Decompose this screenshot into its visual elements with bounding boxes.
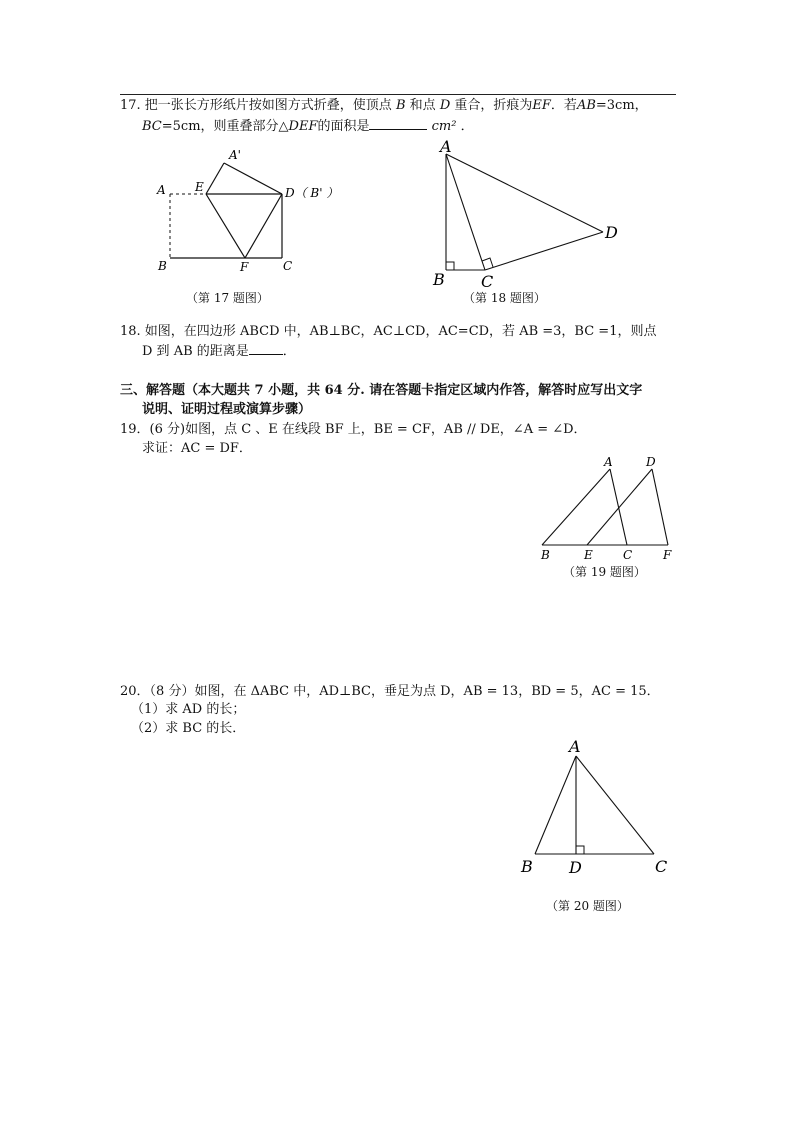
fig17-label-Aprime: A' bbox=[229, 148, 241, 162]
q19-line1: 19．(6 分)如图，点 C 、E 在线段 BF 上，BE = CF，AB // DE，∠A = ∠D． bbox=[120, 422, 587, 437]
q20-sub1: （1）求 AD 的长； bbox=[131, 702, 246, 717]
fig19-caption: （第 19 题图） bbox=[563, 565, 646, 579]
fig20-label-D: D bbox=[569, 858, 582, 877]
q18-line2: D 到 AB 的距离是 ． bbox=[142, 344, 296, 359]
q18-line1: 18. 如图，在四边形 ABCD 中，AB⊥BC，AC⊥CD，AC=CD，若 AB =3，BC =1，则点 bbox=[120, 324, 657, 339]
fig19-label-B: B bbox=[541, 548, 550, 562]
fig20-label-A: A bbox=[569, 737, 581, 756]
fig17-label-A: A bbox=[157, 183, 166, 197]
fig19-label-E: E bbox=[584, 548, 593, 562]
fig20-label-C: C bbox=[655, 857, 668, 876]
fig18-label-B: B bbox=[433, 270, 445, 289]
fig19-label-C: C bbox=[623, 548, 633, 562]
fig20-caption: （第 20 题图） bbox=[546, 899, 629, 913]
fig19-label-D: D bbox=[646, 455, 656, 469]
fig18-label-D: D bbox=[605, 223, 618, 242]
q19-line2: 求证：AC = DF． bbox=[142, 441, 252, 456]
fig19-label-F: F bbox=[663, 548, 672, 562]
fig20-label-B: B bbox=[521, 857, 533, 876]
q17-line1: 17. 把一张长方形纸片按如图方式折叠，使顶点 B 和点 D 重合，折痕为EF．若AB=3cm， bbox=[120, 98, 648, 113]
fig20-AC bbox=[576, 756, 654, 854]
fig17-label-F: F bbox=[240, 260, 249, 274]
fig17-label-D: D（ B' ） bbox=[285, 186, 339, 200]
fig17-label-E: E bbox=[195, 180, 204, 194]
q20-sub2: （2）求 BC 的长． bbox=[131, 721, 246, 736]
fig20-right-angle-D bbox=[576, 846, 584, 854]
q20-line1: 20．（8 分）如图，在 ΔABC 中，AD⊥BC，垂足为点 D，AB = 13，BD = 5，AC = 15． bbox=[120, 684, 660, 699]
fig18-label-C: C bbox=[481, 272, 494, 291]
fig18-caption: （第 18 题图） bbox=[463, 291, 546, 305]
fig19-label-A: A bbox=[604, 455, 613, 469]
section3-heading-line1: 三、解答题（本大题共 7 小题，共 64 分. 请在答题卡指定区域内作答，解答时应写出文字 bbox=[120, 383, 643, 398]
fig17-label-C: C bbox=[283, 259, 293, 273]
section3-heading-line2: 说明、证明过程或演算步骤） bbox=[142, 402, 312, 417]
fig20-AB bbox=[535, 756, 576, 854]
fig17-caption: （第 17 题图） bbox=[186, 291, 269, 305]
q17-line2: BC=5cm，则重叠部分△DEF的面积是 cm² ． bbox=[142, 119, 474, 134]
fig17-label-B: B bbox=[158, 259, 167, 273]
fig18-label-A: A bbox=[440, 137, 452, 156]
